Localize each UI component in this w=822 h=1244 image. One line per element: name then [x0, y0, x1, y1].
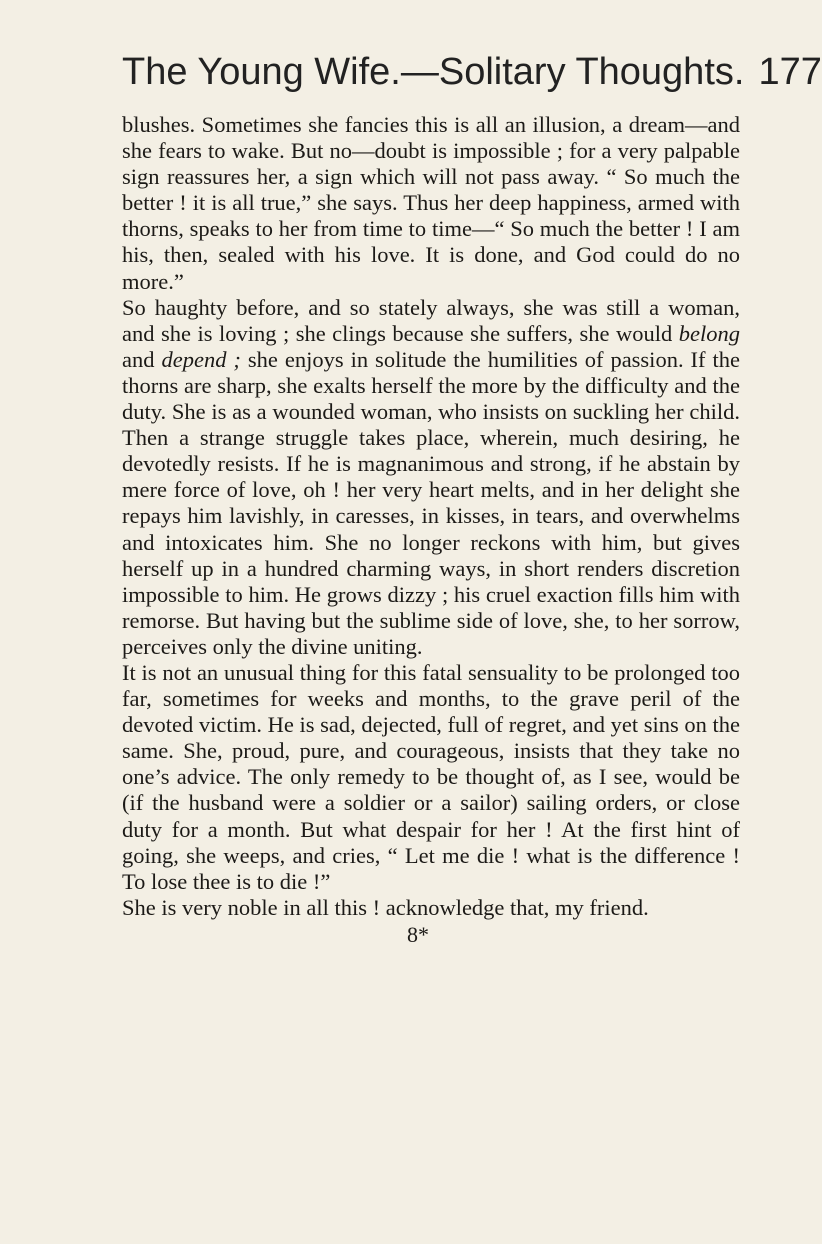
body-text [122, 112, 740, 921]
paragraph-1: blushes. Sometimes she fancies this is all an illusion, a dream—and she fears to wake. But no—doubt is impossible ; for a very palpable sign reassures her, a sign which will not pass away. “ So much the better ! it is all true,” she says. Thus her deep happiness, armed with thorns, speaks to her from time to time—“ So much the better ! I am his, then, sealed with his love. It is done, and God could do no more.” [122, 112, 740, 294]
page-number: 177 [758, 51, 822, 93]
running-title: The Young Wife.—Solitary Thoughts. [122, 51, 745, 93]
emphasis-depend: depend ; [161, 346, 241, 372]
signature-mark [0, 923, 800, 947]
paragraph-2-rest: she enjoys in solitude the humilities of passion. If the thorns are sharp, she exalts herself the more by the difficulty and the duty. She is as a wounded woman, who insists on suckling her child. Then a strange struggle takes place, wherein, much desiring, he devotedly resists. If he is magnanimous and strong, if he abstain by mere force of love, oh ! her very heart melts, and in her delight she repays him lavishly, in caresses, in kisses, in tears, and overwhelms and intoxicates him. She no longer reckons with him, but gives herself up in a hundred charming ways, in short renders discretion impossible to him. He grows dizzy ; his cruel exaction fills him with remorse. But having but the sublime side of love, she, to her sorrow, perceives only the divine uniting. [122, 346, 740, 659]
paragraph-2-conjunction: and [122, 346, 162, 372]
running-head [122, 50, 822, 94]
paragraph-3: It is not an unusual thing for this fatal sensuality to be prolonged too far, sometimes for weeks and months, to the grave peril of the devoted victim. He is sad, dejected, full of regret, and yet sins on the same. She, proud, pure, and courageous, insists that they take no one’s advice. The only remedy to be thought of, as I see, would be (if the husband were a soldier or a sailor) sailing orders, or close duty for a month. But what despair for her ! At the first hint of going, she weeps, and cries, “ Let me die ! what is the difference ! To lose thee is to die !” [122, 659, 740, 894]
paragraph-4: She is very noble in all this ! acknowledge that, my friend. [122, 894, 649, 920]
signature-mark-text: 8* [407, 922, 429, 947]
paragraph-2-lead: So haughty before, and so stately always, she was still a woman, and she is loving ; she clings because she suffers, she would [122, 294, 740, 346]
emphasis-belong: belong [678, 320, 740, 346]
paragraph-2 [122, 295, 740, 660]
